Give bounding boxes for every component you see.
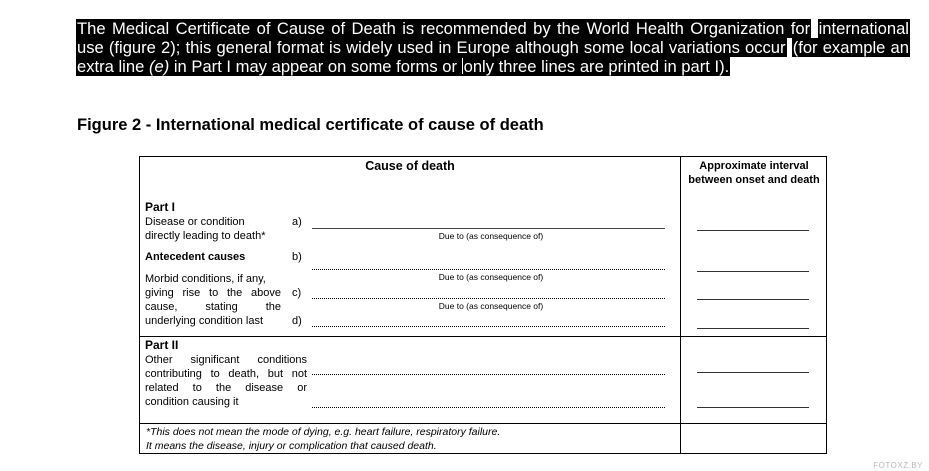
morbid-text-4: underlying condition last <box>145 315 264 327</box>
line-a-field[interactable] <box>312 228 665 229</box>
line-c-field[interactable] <box>312 298 665 299</box>
header-cause-of-death: Cause of death <box>365 159 455 173</box>
letter-d: d) <box>292 315 302 327</box>
interval-field-a[interactable] <box>697 230 809 231</box>
line-a-text-1: Disease or condition <box>145 216 245 228</box>
intro-line-1: The Medical Certificate of Cause of Death is recommended by the World Health Organization for <box>77 19 811 38</box>
interval-field-d[interactable] <box>697 328 809 329</box>
line-d-field[interactable] <box>312 326 665 327</box>
intro-line-3a: (for example an extra line <box>77 38 909 76</box>
interval-field-c[interactable] <box>697 299 809 300</box>
line-b-field[interactable] <box>312 269 665 270</box>
intro-line-3c: only three lines are printed in part I). <box>463 57 730 76</box>
letter-b: b) <box>292 251 302 263</box>
footnote-divider <box>140 423 826 424</box>
letter-a: a) <box>292 216 302 228</box>
part2-divider <box>140 336 826 337</box>
part2-text-2: contributing to death, but not <box>145 368 307 380</box>
interval-field-part2-1[interactable] <box>697 372 809 373</box>
watermark: FOTOXZ.BY <box>873 461 923 470</box>
footnote-line-2: It means the disease, injury or complication that caused death. <box>146 440 437 452</box>
letter-c: c) <box>292 287 302 299</box>
part1-label: Part I <box>145 200 176 214</box>
antecedent-label: Antecedent causes <box>145 251 246 263</box>
part2-field-1[interactable] <box>312 374 665 375</box>
due-to-label-3: Due to (as consequence of) <box>438 301 544 311</box>
part2-field-2[interactable] <box>312 407 665 408</box>
intro-line-2: international use (figure 2); this general format is widely used in Europe although some local variations occur <box>77 19 909 57</box>
due-to-label-1: Due to (as consequence of) <box>438 231 544 241</box>
intro-line-3b: in Part I may appear on some forms or <box>169 57 462 76</box>
due-to-label-2: Due to (as consequence of) <box>438 272 544 282</box>
morbid-text-3: cause, stating the <box>145 301 281 313</box>
line-a-text-2: directly leading to death* <box>145 230 266 242</box>
intro-paragraph <box>76 19 910 76</box>
text-cursor <box>462 58 463 74</box>
part2-label: Part II <box>145 338 179 352</box>
certificate-form <box>139 156 827 454</box>
footnote-line-1: *This does not mean the mode of dying, e.g. heart failure, respiratory failure. <box>146 426 501 438</box>
intro-line-3-italic: (e) <box>148 57 170 76</box>
part2-text-3: related to the disease or <box>145 382 307 394</box>
column-divider <box>680 157 681 453</box>
morbid-text-1: Morbid conditions, if any, <box>145 273 266 285</box>
part2-text-4: condition causing it <box>145 396 239 408</box>
interval-field-part2-2[interactable] <box>697 407 809 408</box>
part2-text-1: Other significant conditions <box>145 354 307 366</box>
interval-field-b[interactable] <box>697 271 809 272</box>
header-interval: Approximate interval between onset and death <box>688 160 820 186</box>
figure-title: Figure 2 - International medical certificate of cause of death <box>77 116 544 134</box>
morbid-text-2: giving rise to the above <box>145 287 281 299</box>
